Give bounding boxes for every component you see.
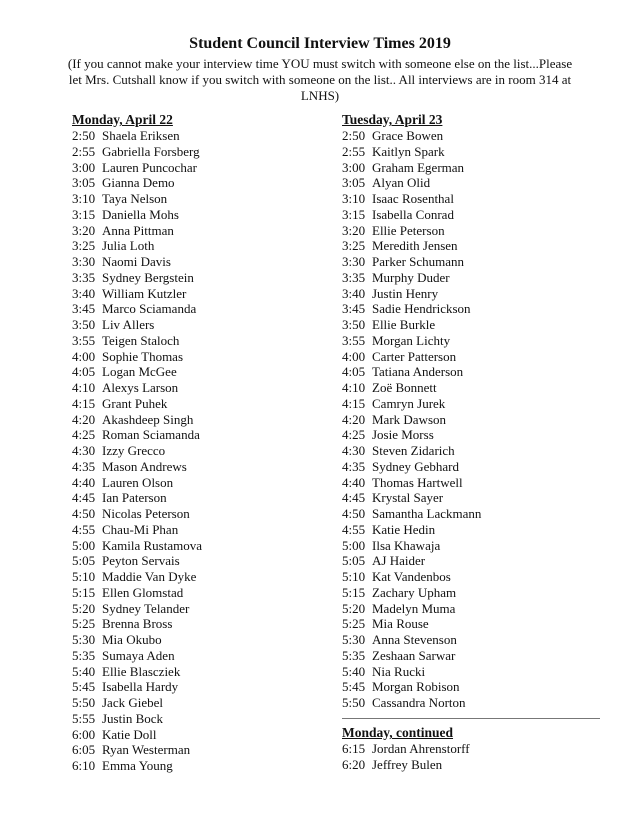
student-name: Sydney Telander bbox=[102, 600, 190, 616]
slot-time: 4:15 bbox=[72, 395, 96, 411]
student-name: Cassandra Norton bbox=[372, 695, 466, 710]
slot-time: 3:45 bbox=[72, 301, 96, 317]
slot-time: 5:40 bbox=[72, 663, 96, 679]
slot-time: 4:25 bbox=[342, 427, 366, 443]
interview-slot bbox=[72, 648, 322, 664]
student-name: Jeffrey Bulen bbox=[372, 756, 443, 772]
slot-time: 4:35 bbox=[342, 458, 366, 474]
student-name: Sadie Hendrickson bbox=[372, 301, 471, 317]
interview-slot bbox=[342, 475, 604, 491]
interview-slot bbox=[72, 506, 322, 522]
interview-slot bbox=[72, 585, 322, 601]
interview-slot bbox=[342, 412, 604, 428]
student-name: Zachary Upham bbox=[372, 584, 457, 600]
slot-time: 6:15 bbox=[342, 741, 366, 756]
interview-slot bbox=[72, 349, 322, 365]
slot-list bbox=[342, 741, 604, 773]
student-name: Sydney Gebhard bbox=[372, 458, 460, 474]
instructions-note: (If you cannot make your interview time YOU must switch with someone else on the list...Please let Mrs. Cutshall know if you switch with someone on the list.. All interviews are in room 314 at LNHS) bbox=[67, 56, 573, 103]
slot-time: 5:00 bbox=[342, 537, 366, 553]
slot-time: 3:15 bbox=[342, 206, 366, 222]
student-name: Samantha Lackmann bbox=[372, 506, 482, 521]
student-name: Logan McGee bbox=[102, 364, 177, 380]
interview-slot bbox=[72, 144, 322, 160]
interview-slot bbox=[72, 742, 322, 758]
slot-time: 3:50 bbox=[72, 317, 96, 332]
student-name: Teigen Staloch bbox=[102, 332, 180, 348]
monday-continued-section bbox=[342, 725, 604, 773]
interview-slot bbox=[72, 207, 322, 223]
slot-time: 5:10 bbox=[72, 569, 96, 584]
slot-time: 5:15 bbox=[72, 584, 96, 600]
slot-time: 4:00 bbox=[342, 348, 366, 364]
student-name: Murphy Duder bbox=[372, 269, 450, 285]
student-name: Lauren Olson bbox=[102, 474, 174, 490]
student-name: Jack Giebel bbox=[102, 695, 164, 710]
interview-slot bbox=[342, 616, 604, 632]
student-name: Emma Young bbox=[102, 758, 173, 773]
slot-time: 3:05 bbox=[72, 175, 96, 191]
slot-time: 4:15 bbox=[342, 395, 366, 411]
interview-slot bbox=[342, 317, 604, 333]
student-name: Ilsa Khawaja bbox=[372, 537, 441, 553]
student-name: Mark Dawson bbox=[372, 411, 447, 427]
slot-time: 4:55 bbox=[72, 521, 96, 537]
interview-slot bbox=[72, 412, 322, 428]
section-divider bbox=[342, 718, 600, 719]
interview-slot bbox=[72, 254, 322, 270]
student-name: Ryan Westerman bbox=[102, 742, 191, 758]
slot-time: 4:10 bbox=[342, 380, 366, 395]
slot-time: 3:10 bbox=[342, 191, 366, 206]
interview-slot bbox=[72, 270, 322, 286]
interview-slot bbox=[342, 569, 604, 585]
slot-time: 5:55 bbox=[72, 710, 96, 726]
student-name: Zeshaan Sarwar bbox=[372, 647, 456, 663]
student-name: Sophie Thomas bbox=[102, 348, 184, 364]
student-name: Kat Vandenbos bbox=[372, 569, 451, 584]
interview-slot bbox=[342, 160, 604, 176]
slot-time: 5:35 bbox=[342, 647, 366, 663]
slot-time: 3:15 bbox=[72, 206, 96, 222]
student-name: Alyan Olid bbox=[372, 175, 431, 191]
interview-slot bbox=[342, 632, 604, 648]
interview-slot bbox=[72, 522, 322, 538]
interview-slot bbox=[72, 160, 322, 176]
slot-list bbox=[72, 128, 322, 774]
interview-slot bbox=[72, 727, 322, 743]
student-name: Maddie Van Dyke bbox=[102, 569, 197, 584]
student-name: Camryn Jurek bbox=[372, 395, 446, 411]
student-name: Ellen Glomstad bbox=[102, 584, 184, 600]
student-name: Julia Loth bbox=[102, 238, 155, 254]
interview-slot bbox=[72, 317, 322, 333]
day-heading: Monday, April 22 bbox=[72, 112, 173, 127]
student-name: Liv Allers bbox=[102, 317, 155, 332]
slot-time: 5:40 bbox=[342, 663, 366, 679]
slot-time: 3:40 bbox=[342, 285, 366, 301]
interview-slot bbox=[72, 758, 322, 774]
interview-slot bbox=[72, 490, 322, 506]
interview-slot bbox=[72, 427, 322, 443]
student-name: Naomi Davis bbox=[102, 254, 171, 269]
slot-time: 6:00 bbox=[72, 726, 96, 742]
student-name: Akashdeep Singh bbox=[102, 411, 194, 427]
slot-time: 3:10 bbox=[72, 191, 96, 206]
slot-time: 5:25 bbox=[342, 616, 366, 632]
student-name: Graham Egerman bbox=[372, 159, 465, 175]
student-name: Tatiana Anderson bbox=[372, 364, 464, 380]
slot-time: 5:05 bbox=[342, 553, 366, 569]
student-name: Nicolas Peterson bbox=[102, 506, 190, 521]
interview-slot bbox=[342, 191, 604, 207]
student-name: Nia Rucki bbox=[372, 663, 426, 679]
interview-slot bbox=[342, 144, 604, 160]
student-name: Grant Puhek bbox=[102, 395, 168, 411]
interview-slot bbox=[342, 128, 604, 144]
interview-slot bbox=[72, 459, 322, 475]
student-name: Meredith Jensen bbox=[372, 238, 458, 254]
student-name: Shaela Eriksen bbox=[102, 128, 180, 143]
interview-slot bbox=[342, 443, 604, 459]
monday-april-22-column bbox=[72, 112, 322, 774]
interview-slot bbox=[342, 664, 604, 680]
interview-slot bbox=[72, 601, 322, 617]
student-name: Anna Pittman bbox=[102, 222, 174, 238]
slot-time: 4:20 bbox=[72, 411, 96, 427]
slot-time: 3:35 bbox=[72, 269, 96, 285]
student-name: Morgan Lichty bbox=[372, 332, 451, 348]
slot-time: 5:30 bbox=[342, 632, 366, 647]
student-name: Justin Bock bbox=[102, 710, 164, 726]
slot-time: 4:05 bbox=[342, 364, 366, 380]
slot-time: 3:20 bbox=[72, 222, 96, 238]
slot-time: 4:40 bbox=[72, 474, 96, 490]
slot-time: 4:00 bbox=[72, 348, 96, 364]
interview-slot bbox=[342, 254, 604, 270]
slot-time: 5:35 bbox=[72, 647, 96, 663]
student-name: Lauren Puncochar bbox=[102, 159, 197, 175]
student-name: Marco Sciamanda bbox=[102, 301, 197, 317]
student-name: Ellie Peterson bbox=[372, 222, 445, 238]
slot-time: 4:55 bbox=[342, 521, 366, 537]
slot-time: 6:20 bbox=[342, 756, 366, 772]
student-name: Daniella Mohs bbox=[102, 206, 179, 222]
interview-slot bbox=[72, 616, 322, 632]
slot-time: 5:45 bbox=[342, 679, 366, 695]
interview-slot bbox=[342, 741, 604, 757]
student-name: Isabella Conrad bbox=[372, 206, 454, 222]
slot-time: 2:55 bbox=[72, 143, 96, 159]
slot-time: 5:50 bbox=[72, 695, 96, 710]
student-name: Mia Okubo bbox=[102, 632, 162, 647]
interview-slot bbox=[342, 396, 604, 412]
interview-slot bbox=[342, 333, 604, 349]
slot-time: 4:05 bbox=[72, 364, 96, 380]
slot-time: 4:50 bbox=[342, 506, 366, 521]
interview-slot bbox=[342, 207, 604, 223]
slot-time: 3:30 bbox=[342, 254, 366, 269]
slot-time: 2:50 bbox=[72, 128, 96, 143]
student-name: Morgan Robison bbox=[372, 679, 460, 695]
slot-time: 3:45 bbox=[342, 301, 366, 317]
interview-slot bbox=[72, 333, 322, 349]
interview-slot bbox=[72, 553, 322, 569]
student-name: Madelyn Muma bbox=[372, 600, 456, 616]
interview-slot bbox=[342, 538, 604, 554]
interview-slot bbox=[342, 364, 604, 380]
slot-list bbox=[342, 128, 604, 711]
student-name: Justin Henry bbox=[372, 285, 439, 301]
student-name: Carter Patterson bbox=[372, 348, 457, 364]
slot-time: 5:00 bbox=[72, 537, 96, 553]
slot-time: 4:30 bbox=[72, 443, 96, 458]
slot-time: 5:30 bbox=[72, 632, 96, 647]
slot-time: 3:30 bbox=[72, 254, 96, 269]
student-name: Peyton Servais bbox=[102, 553, 180, 569]
student-name: Anna Stevenson bbox=[372, 632, 457, 647]
interview-slot bbox=[72, 396, 322, 412]
interview-slot bbox=[72, 538, 322, 554]
slot-time: 4:50 bbox=[72, 506, 96, 521]
slot-time: 3:25 bbox=[342, 238, 366, 254]
interview-slot bbox=[72, 238, 322, 254]
interview-slot bbox=[72, 679, 322, 695]
student-name: Katie Hedin bbox=[372, 521, 436, 537]
tuesday-april-23-column bbox=[342, 112, 604, 711]
interview-slot bbox=[342, 301, 604, 317]
student-name: Kaitlyn Spark bbox=[372, 143, 445, 159]
interview-slot bbox=[342, 522, 604, 538]
slot-time: 5:15 bbox=[342, 584, 366, 600]
slot-time: 4:10 bbox=[72, 380, 96, 395]
student-name: Roman Sciamanda bbox=[102, 427, 200, 443]
interview-slot bbox=[72, 128, 322, 144]
slot-time: 4:40 bbox=[342, 474, 366, 490]
interview-slot bbox=[72, 223, 322, 239]
interview-slot bbox=[342, 286, 604, 302]
student-name: Katie Doll bbox=[102, 726, 157, 742]
slot-time: 5:20 bbox=[342, 600, 366, 616]
interview-slot bbox=[72, 569, 322, 585]
interview-slot bbox=[72, 711, 322, 727]
interview-slot bbox=[342, 506, 604, 522]
slot-time: 4:30 bbox=[342, 443, 366, 458]
slot-time: 5:25 bbox=[72, 616, 96, 632]
interview-slot bbox=[342, 695, 604, 711]
document-title: Student Council Interview Times 2019 bbox=[189, 35, 451, 52]
slot-time: 3:55 bbox=[72, 332, 96, 348]
student-name: Parker Schumann bbox=[372, 254, 465, 269]
student-name: Steven Zidarich bbox=[372, 443, 455, 458]
student-name: Brenna Bross bbox=[102, 616, 173, 632]
student-name: Mia Rouse bbox=[372, 616, 429, 632]
slot-time: 2:55 bbox=[342, 143, 366, 159]
student-name: Gianna Demo bbox=[102, 175, 175, 191]
interview-slot bbox=[72, 301, 322, 317]
interview-slot bbox=[342, 175, 604, 191]
interview-slot bbox=[342, 380, 604, 396]
student-name: Zoë Bonnett bbox=[372, 380, 437, 395]
student-name: Izzy Grecco bbox=[102, 443, 166, 458]
interview-slot bbox=[342, 349, 604, 365]
student-name: Alexys Larson bbox=[102, 380, 179, 395]
interview-slot bbox=[72, 695, 322, 711]
slot-time: 6:05 bbox=[72, 742, 96, 758]
slot-time: 4:20 bbox=[342, 411, 366, 427]
interview-slot bbox=[342, 648, 604, 664]
student-name: Gabriella Forsberg bbox=[102, 143, 200, 159]
student-name: Grace Bowen bbox=[372, 128, 444, 143]
student-name: Kamila Rustamova bbox=[102, 537, 203, 553]
slot-time: 3:50 bbox=[342, 317, 366, 332]
student-name: Chau-Mi Phan bbox=[102, 521, 179, 537]
slot-time: 3:40 bbox=[72, 285, 96, 301]
slot-time: 3:20 bbox=[342, 222, 366, 238]
slot-time: 3:00 bbox=[342, 159, 366, 175]
student-name: AJ Haider bbox=[372, 553, 426, 569]
student-name: Josie Morss bbox=[372, 427, 434, 443]
interview-slot bbox=[72, 286, 322, 302]
interview-slot bbox=[342, 679, 604, 695]
slot-time: 5:20 bbox=[72, 600, 96, 616]
slot-time: 5:10 bbox=[342, 569, 366, 584]
interview-slot bbox=[342, 490, 604, 506]
student-name: Isaac Rosenthal bbox=[372, 191, 454, 206]
slot-time: 5:50 bbox=[342, 695, 366, 710]
interview-slot bbox=[72, 364, 322, 380]
student-name: Sumaya Aden bbox=[102, 647, 175, 663]
slot-time: 3:35 bbox=[342, 269, 366, 285]
student-name: Taya Nelson bbox=[102, 191, 168, 206]
interview-slot bbox=[342, 270, 604, 286]
student-name: Ian Paterson bbox=[102, 490, 167, 506]
slot-time: 3:25 bbox=[72, 238, 96, 254]
student-name: William Kutzler bbox=[102, 285, 187, 301]
interview-slot bbox=[72, 664, 322, 680]
slot-time: 4:25 bbox=[72, 427, 96, 443]
student-name: Jordan Ahrenstorff bbox=[372, 741, 470, 756]
interview-slot bbox=[72, 380, 322, 396]
interview-slot bbox=[342, 553, 604, 569]
interview-slot bbox=[72, 632, 322, 648]
interview-slot bbox=[342, 585, 604, 601]
slot-time: 3:55 bbox=[342, 332, 366, 348]
interview-slot bbox=[342, 601, 604, 617]
slot-time: 4:45 bbox=[342, 490, 366, 506]
slot-time: 6:10 bbox=[72, 758, 96, 773]
interview-slot bbox=[342, 238, 604, 254]
student-name: Thomas Hartwell bbox=[372, 474, 463, 490]
slot-time: 4:45 bbox=[72, 490, 96, 506]
interview-slot bbox=[72, 175, 322, 191]
slot-time: 3:00 bbox=[72, 159, 96, 175]
student-name: Isabella Hardy bbox=[102, 679, 179, 695]
student-name: Ellie Burkle bbox=[372, 317, 436, 332]
student-name: Sydney Bergstein bbox=[102, 269, 194, 285]
interview-slot bbox=[342, 459, 604, 475]
slot-time: 4:35 bbox=[72, 458, 96, 474]
slot-time: 3:05 bbox=[342, 175, 366, 191]
interview-slot bbox=[72, 475, 322, 491]
slot-time: 5:05 bbox=[72, 553, 96, 569]
day-heading: Monday, continued bbox=[342, 725, 454, 740]
student-name: Krystal Sayer bbox=[372, 490, 444, 506]
interview-slot bbox=[72, 443, 322, 459]
interview-slot bbox=[342, 757, 604, 773]
day-heading: Tuesday, April 23 bbox=[342, 112, 443, 127]
interview-slot bbox=[342, 427, 604, 443]
interview-slot bbox=[72, 191, 322, 207]
interview-slot bbox=[342, 223, 604, 239]
slot-time: 5:45 bbox=[72, 679, 96, 695]
student-name: Ellie Blascziek bbox=[102, 663, 181, 679]
student-name: Mason Andrews bbox=[102, 458, 187, 474]
slot-time: 2:50 bbox=[342, 128, 366, 143]
